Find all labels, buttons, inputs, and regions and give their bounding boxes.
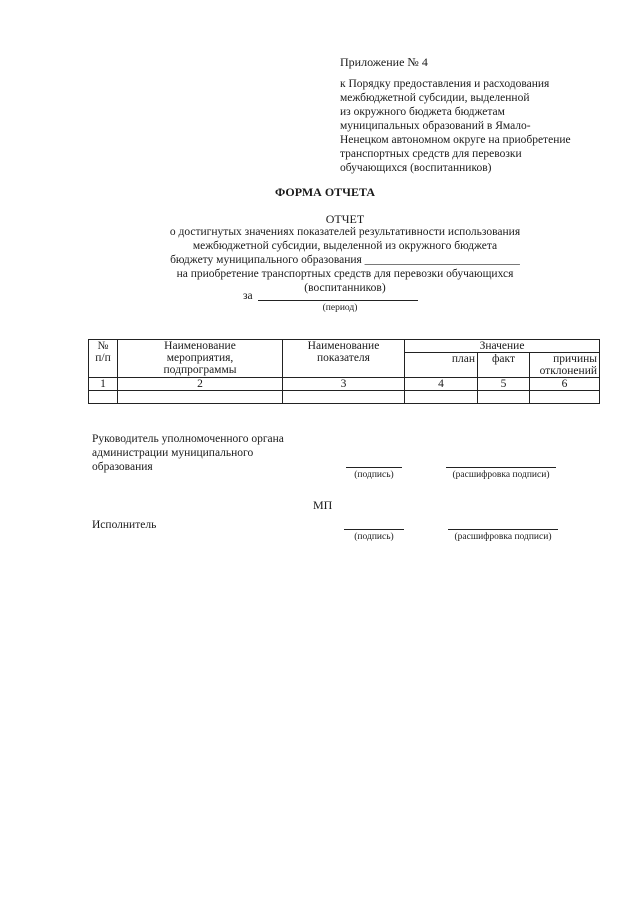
executor-decoding-caption: (расшифровка подписи) (454, 532, 552, 542)
table-cell[interactable] (118, 391, 283, 404)
report-subtitle (120, 225, 570, 295)
executor-label: Исполнитель (92, 519, 157, 531)
appendix-line: транспортных средств для перевозки (340, 148, 522, 160)
appendix-line: Ненецком автономном округе на приобретение (340, 134, 571, 146)
index-cell: 5 (478, 378, 530, 391)
period-caption: (период) (322, 303, 358, 313)
appendix-title: Приложение № 4 (340, 55, 428, 69)
appendix-line: муниципальных образований в Ямало- (340, 120, 531, 132)
header-num: № п/п (89, 340, 118, 378)
header-plan: план (405, 353, 478, 378)
table-cell[interactable] (283, 391, 405, 404)
header-reasons: причины отклонений (530, 353, 600, 378)
appendix-line: к Порядку предоставления и расходования (340, 78, 550, 90)
table-header-row (89, 340, 600, 353)
report-line: межбюджетной субсидии, выделенной из окружного бюджета (192, 240, 498, 252)
report-title: ОТЧЕТ (325, 212, 365, 226)
header-fact: факт (478, 353, 530, 378)
period-underline (258, 300, 418, 301)
header-activity: Наименование мероприятия, подпрограммы (118, 340, 283, 378)
index-cell: 1 (89, 378, 118, 391)
form-title: ФОРМА ОТЧЕТА (274, 185, 376, 199)
appendix-line: межбюджетной субсидии, выделенной (340, 92, 530, 104)
table-cell[interactable] (405, 391, 478, 404)
table-cell[interactable] (530, 391, 600, 404)
appendix-line: обучающихся (воспитанников) (340, 162, 492, 174)
report-line: бюджету муниципального образования ___________________________ (170, 254, 520, 266)
head-decoding-caption: (расшифровка подписи) (452, 470, 550, 480)
table-index-row (89, 378, 600, 391)
head-decoding-line (446, 467, 556, 468)
table-row (89, 391, 600, 404)
index-cell: 4 (405, 378, 478, 391)
period-prefix: за (243, 290, 253, 302)
table-cell[interactable] (478, 391, 530, 404)
report-table (88, 339, 600, 404)
table-cell[interactable] (89, 391, 118, 404)
stamp-label: МП (313, 498, 333, 512)
header-value-group: Значение (405, 340, 600, 353)
report-line: (воспитанников) (304, 282, 386, 294)
executor-signature-line (344, 529, 404, 530)
index-cell: 2 (118, 378, 283, 391)
header-indicator: Наименование показателя (283, 340, 405, 378)
head-signature-caption: (подпись) (354, 470, 394, 480)
report-line: на приобретение транспортных средств для перевозки обучающихся (176, 268, 514, 280)
appendix-text (340, 77, 620, 175)
head-label: Руководитель уполномоченного органа администрации муниципального образования (92, 433, 284, 473)
appendix-line: из окружного бюджета бюджетам (340, 106, 505, 118)
index-cell: 6 (530, 378, 600, 391)
report-line: о достигнутых значениях показателей результативности использования (169, 226, 521, 238)
index-cell: 3 (283, 378, 405, 391)
head-signature-line (346, 467, 402, 468)
executor-decoding-line (448, 529, 558, 530)
executor-signature-caption: (подпись) (354, 532, 394, 542)
